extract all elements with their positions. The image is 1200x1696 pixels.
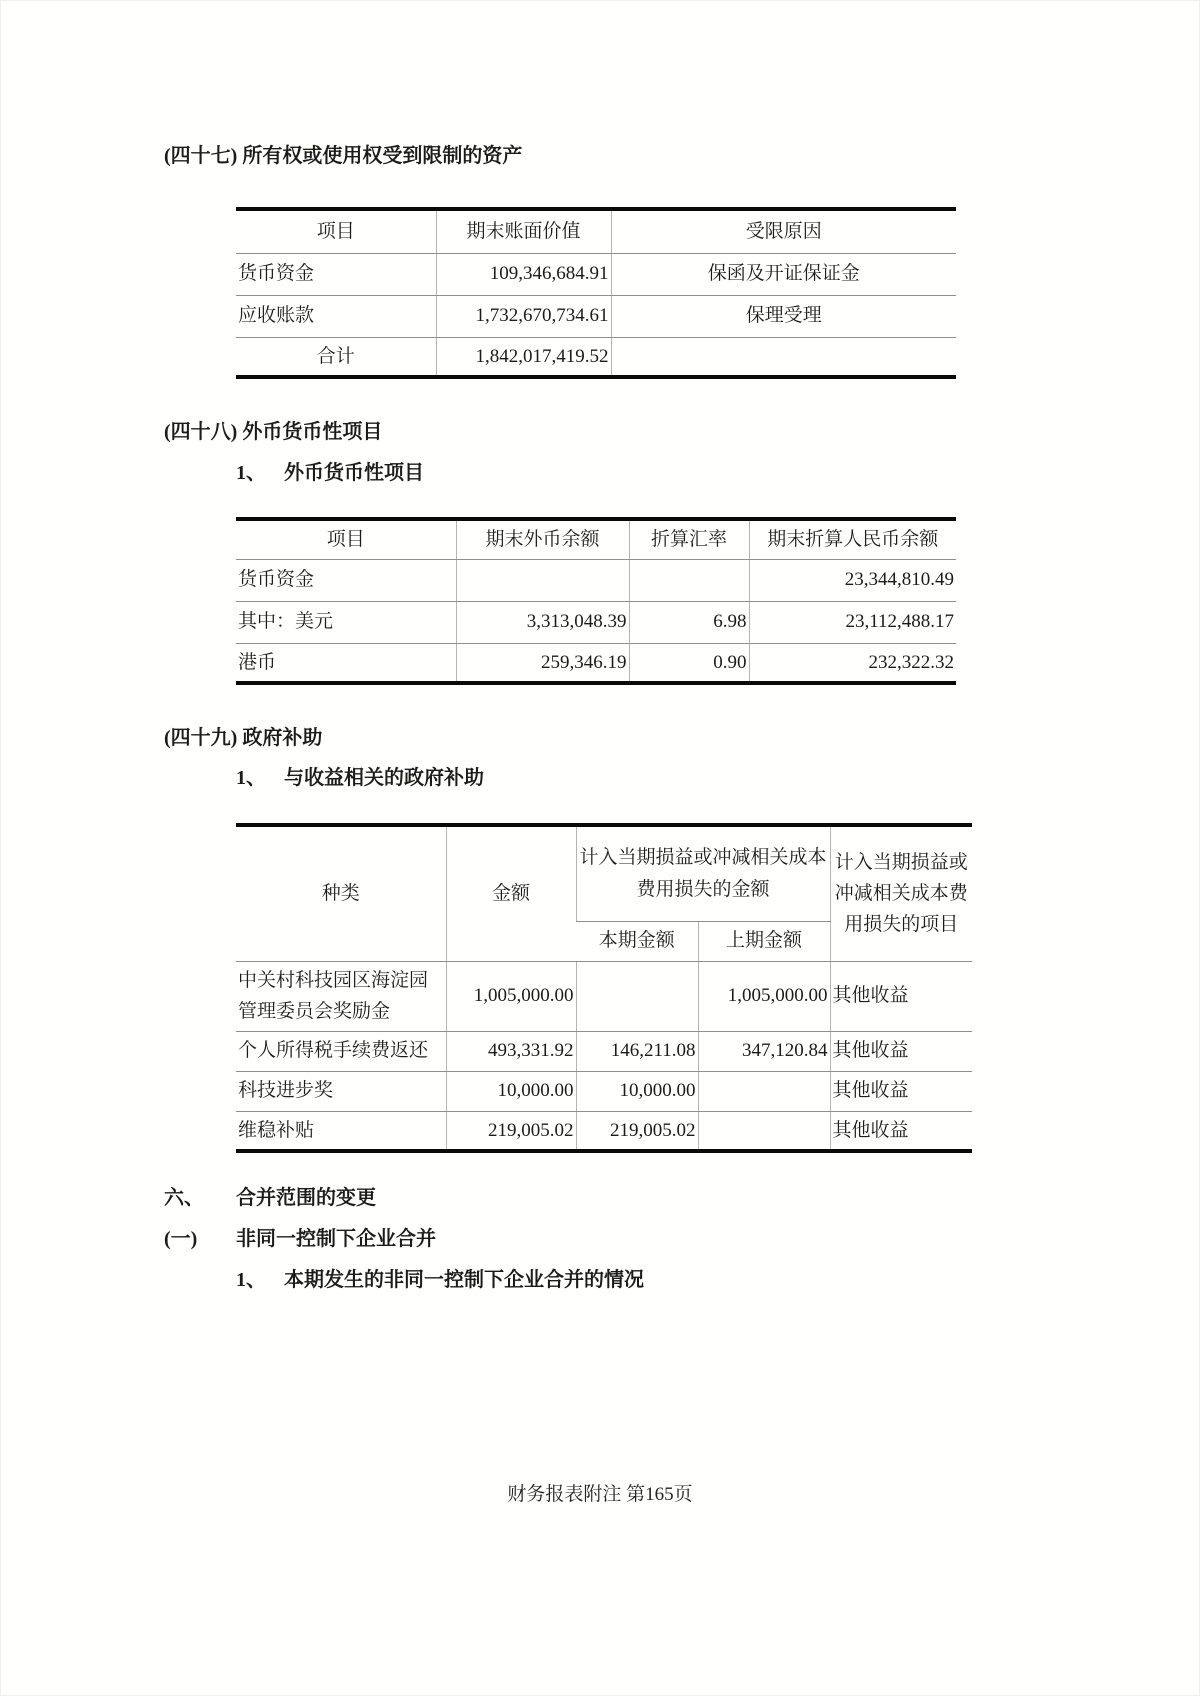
row-value: 109,346,684.91 xyxy=(436,253,611,295)
table-row xyxy=(236,961,972,1031)
col-header-rmb-balance: 期末折算人民币余额 xyxy=(749,519,956,559)
subsection-number: (一) xyxy=(164,1228,198,1250)
row-current: 10,000.00 xyxy=(576,1071,698,1111)
row-value: 1,732,670,734.61 xyxy=(436,295,611,337)
table-header-row-top xyxy=(236,825,972,921)
table-total-row xyxy=(236,337,956,377)
row-rmb-balance: 23,112,488.17 xyxy=(749,601,956,643)
row-amount: 219,005.02 xyxy=(446,1111,576,1151)
row-rmb-balance: 23,344,810.49 xyxy=(749,559,956,601)
row-prior xyxy=(698,1071,830,1111)
table-row xyxy=(236,601,956,643)
total-label: 合计 xyxy=(236,337,436,377)
subheading-number: 1、 xyxy=(236,462,266,484)
col-header-restriction-reason: 受限原因 xyxy=(611,209,956,253)
row-label: 个人所得税手续费返还 xyxy=(236,1031,446,1071)
col-header-pl-item: 计入当期损益或冲减相关成本费用损失的项目 xyxy=(830,825,972,961)
row-fx-balance: 3,313,048.39 xyxy=(456,601,629,643)
government-grants-table xyxy=(236,823,972,1153)
row-fx-balance: 259,346.19 xyxy=(456,643,629,683)
row-fx-balance xyxy=(456,559,629,601)
row-rate: 0.90 xyxy=(629,643,749,683)
table-row xyxy=(236,643,956,683)
section-49-subheading xyxy=(236,761,484,790)
col-header-item: 项目 xyxy=(236,519,456,559)
restricted-assets-table xyxy=(236,207,956,379)
row-rate: 6.98 xyxy=(629,601,749,643)
section-48-heading: (四十八) 外币货币性项目 xyxy=(164,421,383,443)
table-row xyxy=(236,1031,972,1071)
section-number: 六、 xyxy=(164,1187,204,1209)
subheading-title: 与收益相关的政府补助 xyxy=(284,767,484,789)
total-reason xyxy=(611,337,956,377)
row-label: 货币资金 xyxy=(236,559,456,601)
col-header-exchange-rate: 折算汇率 xyxy=(629,519,749,559)
row-label: 维稳补贴 xyxy=(236,1111,446,1151)
row-label: 其中：美元 xyxy=(236,601,456,643)
table-header-row xyxy=(236,209,956,253)
table-row xyxy=(236,1071,972,1111)
total-value: 1,842,017,419.52 xyxy=(436,337,611,377)
section-49-heading: (四十九) 政府补助 xyxy=(164,727,323,749)
table-row xyxy=(236,559,956,601)
table-row xyxy=(236,1111,972,1151)
subheading-number: 1、 xyxy=(236,1269,266,1291)
table-row xyxy=(236,253,956,295)
row-amount: 1,005,000.00 xyxy=(446,961,576,1031)
col-header-item: 项目 xyxy=(236,209,436,253)
foreign-currency-table xyxy=(236,517,956,685)
row-label: 港币 xyxy=(236,643,456,683)
row-rmb-balance: 232,322.32 xyxy=(749,643,956,683)
col-header-kind: 种类 xyxy=(236,825,446,961)
row-label: 科技进步奖 xyxy=(236,1071,446,1111)
col-header-fx-balance: 期末外币余额 xyxy=(456,519,629,559)
row-reason: 保理受理 xyxy=(611,295,956,337)
subheading-title: 本期发生的非同一控制下企业合并的情况 xyxy=(284,1269,644,1291)
table-row xyxy=(236,295,956,337)
row-label: 应收账款 xyxy=(236,295,436,337)
subheading-number: 1、 xyxy=(236,767,266,789)
row-pl-item: 其他收益 xyxy=(830,1111,972,1151)
row-current xyxy=(576,961,698,1031)
subheading-title: 外币货币性项目 xyxy=(284,462,424,484)
col-header-group-amount: 计入当期损益或冲减相关成本费用损失的金额 xyxy=(576,825,830,921)
row-pl-item: 其他收益 xyxy=(830,961,972,1031)
row-pl-item: 其他收益 xyxy=(830,1031,972,1071)
footer-page-label: 财务报表附注 第165页 xyxy=(507,1484,693,1505)
section-title: 合并范围的变更 xyxy=(236,1187,376,1209)
row-amount: 10,000.00 xyxy=(446,1071,576,1111)
row-pl-item: 其他收益 xyxy=(830,1071,972,1111)
col-header-carrying-value: 期末账面价值 xyxy=(436,209,611,253)
row-amount: 493,331.92 xyxy=(446,1031,576,1071)
table-header-row xyxy=(236,519,956,559)
row-rate xyxy=(629,559,749,601)
col-header-current-amount: 本期金额 xyxy=(576,921,698,961)
section-6-1-1-heading xyxy=(236,1263,644,1292)
section-47-heading: (四十七) 所有权或使用权受到限制的资产 xyxy=(164,145,523,167)
row-current: 219,005.02 xyxy=(576,1111,698,1151)
section-6-1-heading xyxy=(164,1222,436,1251)
row-label: 货币资金 xyxy=(236,253,436,295)
row-prior xyxy=(698,1111,830,1151)
section-6-heading xyxy=(164,1181,376,1210)
row-prior: 347,120.84 xyxy=(698,1031,830,1071)
row-reason: 保函及开证保证金 xyxy=(611,253,956,295)
subsection-title: 非同一控制下企业合并 xyxy=(236,1228,436,1250)
row-prior: 1,005,000.00 xyxy=(698,961,830,1031)
col-header-prior-amount: 上期金额 xyxy=(698,921,830,961)
col-header-amount: 金额 xyxy=(446,825,576,961)
section-48-subheading xyxy=(236,456,424,485)
row-current: 146,211.08 xyxy=(576,1031,698,1071)
row-label: 中关村科技园区海淀园管理委员会奖励金 xyxy=(236,961,446,1031)
